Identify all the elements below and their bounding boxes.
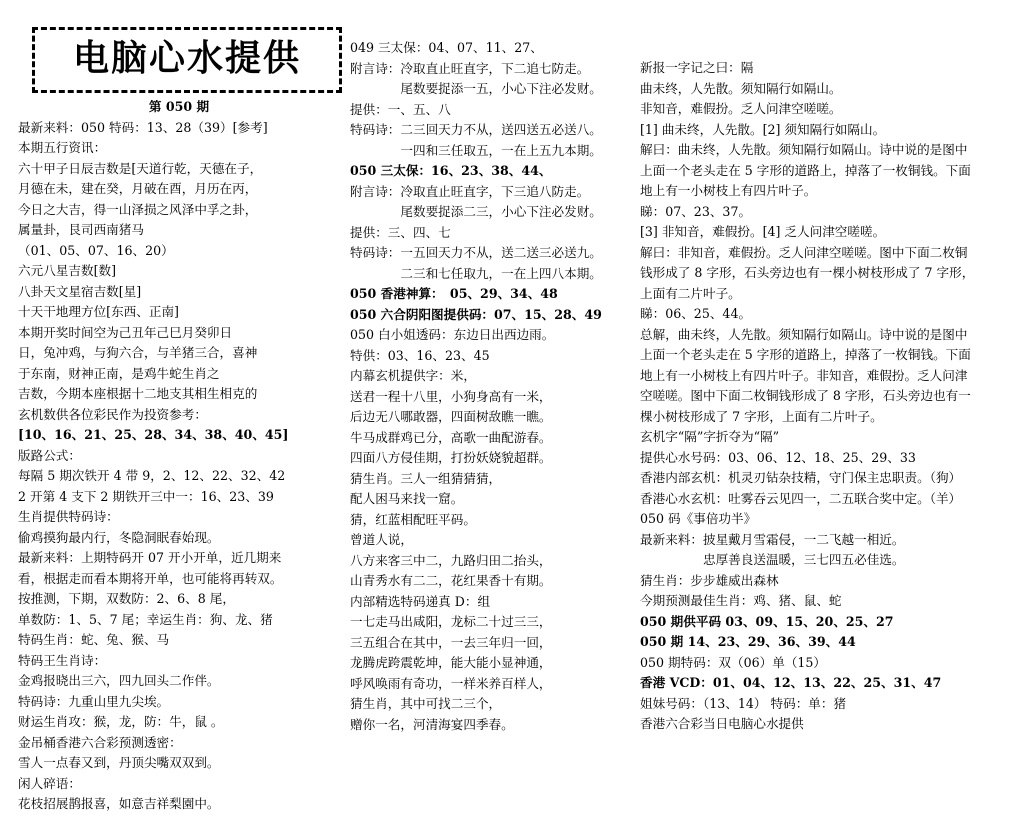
text-line: 玄机数供各位彩民作为投资参考：: [18, 406, 207, 422]
text-line: 曲未终，人先散。须知隔行如隔山。: [640, 80, 842, 96]
text-line: 月德在未，建在癸，月破在酉，月历在丙，: [18, 181, 258, 196]
text-line: 尾数要捉添一五，小心下注必发财。: [350, 81, 602, 96]
text-line: 香港 VCD：01、04、12、13、22、25、31、47: [640, 675, 942, 690]
text-line: 吉数，今期本座根据十二地支其相生相克的: [18, 386, 258, 401]
text-line: 姐妹号码：（13、14） 特码：单：猪: [640, 695, 847, 711]
text-line: 本期五行资讯：: [18, 140, 107, 155]
text-line: 提供：一、五、八: [350, 101, 451, 117]
text-line: 特码诗：九重山里九尖埃。: [18, 693, 170, 709]
text-line: 地上有一小树枝上有四片叶子。: [640, 183, 817, 198]
text-line: 最新来料：披星戴月雪霜侵，一二飞越一相近。: [640, 531, 905, 547]
text-line: 特供：03、16、23、45: [350, 347, 490, 363]
text-line: 曾道人说，: [350, 532, 413, 547]
text-line: 附言诗：冷取直止旺直字，下二追七防走。: [350, 60, 590, 76]
text-line: 附言诗：冷取直止旺直字，下三追八防走。: [350, 183, 590, 199]
text-line: 忠厚善良送温暖，三七四五必佳选。: [640, 552, 905, 567]
column-middle: [350, 38, 635, 735]
text-line: 2 开第 4 支下 2 期铁开三中一：16、23、39: [18, 488, 274, 504]
text-line: 上面一个老头走在 5 字形的道路上，掉落了一枚铜钱。下面: [640, 162, 971, 178]
text-line: 050 期供平码 03、09、15、20、25、27: [640, 613, 894, 629]
text-line: 提供：三、四、七: [350, 224, 451, 240]
text-line: 送君一程十八里，小狗身高有一米，: [350, 388, 552, 404]
text-line: 于东南，财神正南，是鸡牛蛇生肖之: [18, 365, 220, 381]
text-line: 财运生肖攻：猴，龙，防：牛，鼠 。: [18, 714, 224, 729]
text-line: 六十甲子日辰吉数是[天道行乾，天德在子，: [18, 160, 263, 176]
text-line: 花枝招展鹊报喜，如意吉祥梨園中。: [18, 796, 220, 811]
text-line: 单数防：1、5、7 尾；幸运生肖：狗、龙、猪: [18, 611, 273, 627]
text-line: 非知音，难假扮。乏人问津空嗟嗟。: [640, 101, 842, 116]
text-line: 每隔 5 期次铁开 4 带 9，2、12、22、32、42: [18, 468, 286, 483]
text-line: 提供心水号码：03、06、12、18、25、29、33: [640, 449, 916, 465]
text-line: 山青秀水有二二，花红果香十有期。: [350, 573, 552, 588]
text-line: 第 050 期: [148, 99, 210, 114]
text-line: 050 码《事倍功半》: [640, 511, 757, 526]
text-line: 特码诗：一五回天力不从，送二送三必送九。: [350, 245, 602, 260]
text-line: 一七走马出咸阳，龙标二十过三三，: [350, 614, 552, 629]
text-line: 特码生肖：蛇、兔、猴、马: [18, 632, 170, 647]
text-line: 内部精选特码递真 D：组: [350, 593, 491, 609]
column-right: [640, 58, 1018, 735]
text-line: 雪人一点春又到，丹顶尖嘴双双到。: [18, 755, 220, 770]
text-line: 六元八星吉数[数]: [18, 263, 116, 278]
text-line: 050 期 14、23、29、36、39、44: [640, 634, 856, 649]
text-line: 猜生肖。三人一组猜猜猜，: [350, 470, 502, 486]
text-line: 闲人碎语：: [18, 775, 81, 791]
text-line: 龙腾虎跨震乾坤，能大能小显神通，: [350, 655, 552, 670]
text-line: 属量卦，艮司西南猪马: [18, 222, 144, 237]
text-line: 050 六合阴阳图提供码：07、15、28、49: [350, 306, 602, 322]
text-line: 香港六合彩当日电脑心水提供: [640, 716, 804, 731]
text-line: 猜生肖：步步雄威出森林: [640, 572, 779, 588]
title-box: [32, 27, 342, 93]
text-line: [1] 曲未终，人先散。[2] 须知隔行如隔山。: [640, 121, 886, 137]
column-left: [18, 97, 340, 815]
text-line: 049 三太保：04、07、11、27、: [350, 40, 543, 55]
text-line: 空嗟嗟。图中下面二枚铜钱形成了 8 字形，石头旁边也有一: [640, 388, 971, 403]
text-line: 版路公式：: [18, 447, 81, 463]
text-line: 特码诗：二三回天力不从，送四送五必送八。: [350, 122, 602, 137]
text-line: （01、05、07、16、20）: [18, 242, 174, 258]
text-line: 牛马成群鸡已分，高歌一曲配游春。: [350, 429, 552, 445]
text-line: 今日之大吉，得一山泽损之风泽中孚之卦，: [18, 201, 258, 217]
text-line: 香港内部玄机：机灵刃钻杂技精，守门保主忠职责。（狗）: [640, 470, 962, 485]
text-line: [10、16、21、25、28、34、38、40、45]: [18, 427, 289, 442]
text-line: 内幕玄机提供字：米，: [350, 368, 476, 383]
text-line: 八方来客三中二，九路归田二抬头，: [350, 552, 552, 568]
text-line: 解曰：曲未终，人先散。须知隔行如隔山。诗中说的是图中: [640, 142, 968, 157]
text-line: 金鸡报晓出三六，四九回头二作伴。: [18, 673, 220, 688]
text-line: 特码王生肖诗：: [18, 652, 107, 668]
text-line: 按推测，下期，双数防：2、6、8 尾，: [18, 591, 235, 606]
text-line: 日，兔冲鸡，与狗六合，与羊猪三合，喜神: [18, 345, 258, 360]
text-line: 解曰：非知音，难假扮。乏人问津空嗟嗟。图中下面二枚铜: [640, 244, 968, 260]
text-line: 最新来料：上期特码开 07 开小开单，近几期来: [18, 550, 282, 565]
text-line: 上面一个老头走在 5 字形的道路上，掉落了一枚铜钱。下面: [640, 347, 971, 362]
text-line: 今期预测最佳生肖：鸡、猪、鼠、蛇: [640, 593, 842, 608]
text-line: 八卦天文星宿吉数[星]: [18, 283, 142, 299]
text-line: 最新来料：050 特码：13、28（39）[参考]: [18, 119, 268, 135]
text-line: 四面八方侵佳期，打扮妖娆貌超群。: [350, 450, 552, 465]
text-line: 钱形成了 8 字形，石头旁边也有一棵小树枝形成了 7 字形，: [640, 265, 975, 280]
text-line: 配人困马来找一窟。: [350, 491, 464, 506]
text-line: 偷鸡摸狗最内行，冬隐洞眠春始现。: [18, 529, 220, 545]
text-line: 地上有一小树枝上有四片叶子。非知音，难假扮。乏人问津: [640, 367, 968, 383]
text-line: 总解，曲未终，人先散。须知隔行如隔山。诗中说的是图中: [640, 326, 968, 342]
text-line: 玄机字“隔”字折夺为“隔”: [640, 429, 780, 444]
text-line: 睇：06、25、44。: [640, 306, 752, 321]
text-line: 猜，红蓝相配旺平码。: [350, 511, 476, 527]
text-line: 上面有二片叶子。: [640, 285, 741, 301]
text-line: 三五组合在其中，一去三年归一回，: [350, 634, 552, 650]
text-line: 新报一字记之曰：隔: [640, 60, 754, 75]
text-line: 棵小树枝形成了 7 字形，上面有二片叶子。: [640, 408, 883, 424]
text-line: 呼风唤雨有奇功，一样米养百样人，: [350, 675, 552, 691]
text-line: 050 期特码：双（06）单（15）: [640, 654, 827, 670]
text-line: 看，根据走而看本期将开单，也可能将再转双。: [18, 570, 283, 586]
text-line: 猜生肖，其中可找二三个，: [350, 696, 502, 711]
text-line: 睇：07、23、37。: [640, 203, 752, 219]
text-line: 金吊桶香港六合彩预测透密：: [18, 734, 182, 750]
text-line: 生肖提供特码诗：: [18, 509, 119, 524]
text-line: 尾数要捉添二三，小心下注必发财。: [350, 204, 602, 219]
page-title: 电脑心水提供: [72, 38, 301, 79]
text-line: 十天干地理方位[东西、正南]: [18, 304, 179, 319]
text-line: 香港心水玄机：吐雾吞云见四一，二五联合奖中定。（羊）: [640, 490, 962, 506]
text-line: 一四和三任取五，一在上五九本期。: [350, 142, 602, 158]
text-line: 050 香港神算： 05、29、34、48: [350, 286, 558, 301]
text-line: 赠你一名，河清海宴四季春。: [350, 716, 514, 732]
text-line: 050 三太保：16、23、38、44、: [350, 163, 552, 178]
text-line: 050 白小姐透码：东边日出西边雨。: [350, 327, 555, 342]
text-line: [3] 非知音，难假扮。[4] 乏人问津空嗟嗟。: [640, 224, 886, 239]
text-line: 本期开奖时间空为己丑年己巳月癸卯日: [18, 324, 233, 340]
text-line: 后边无八哪敢器，四面树敌瞧一瞧。: [350, 409, 552, 424]
text-line: 二三和七任取九，一在上四八本期。: [350, 265, 602, 281]
